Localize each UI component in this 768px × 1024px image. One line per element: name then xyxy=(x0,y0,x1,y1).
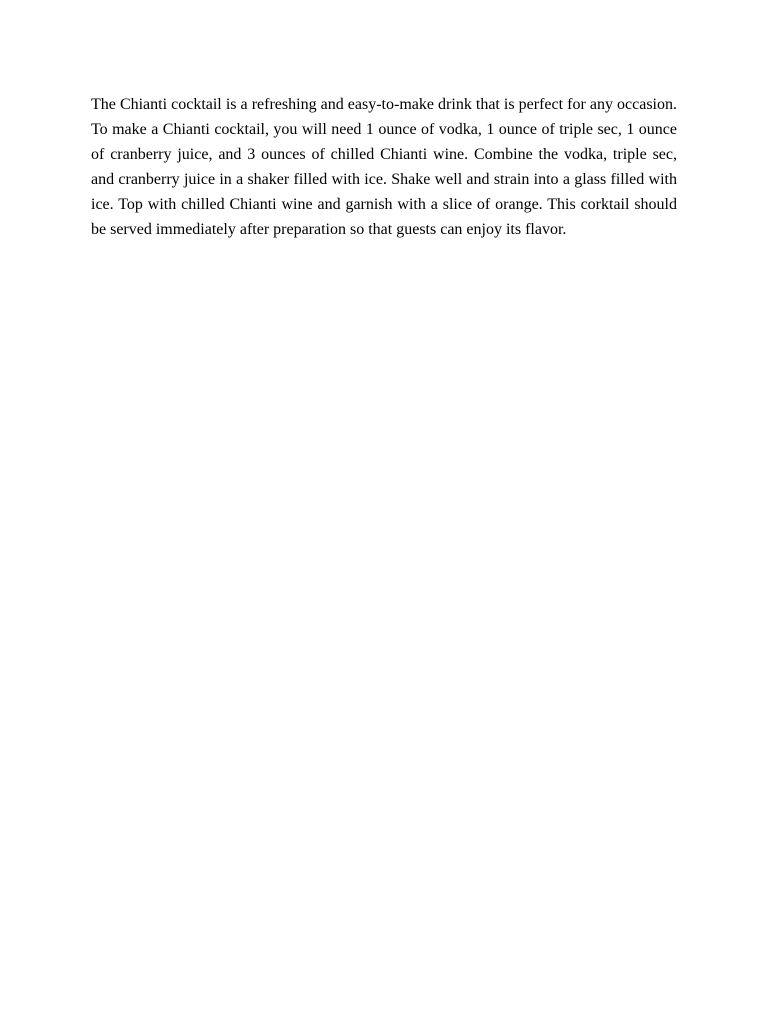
body-paragraph: The Chianti cocktail is a refreshing and easy-to-make drink that is perfect for any occasion. To make a Chianti cocktail, you will need 1 ounce of vodka, 1 ounce of triple sec, 1 ounce of cranberry juice, and 3 ounces of chilled Chianti wine. Combine the vodka, triple sec, and cranberry juice in a shaker filled with ice. Shake well and strain into a glass filled with ice. Top with chilled Chianti wine and garnish with a slice of orange. This corktail should be served immediately after preparation so that guests can enjoy its flavor. xyxy=(91,96,677,238)
